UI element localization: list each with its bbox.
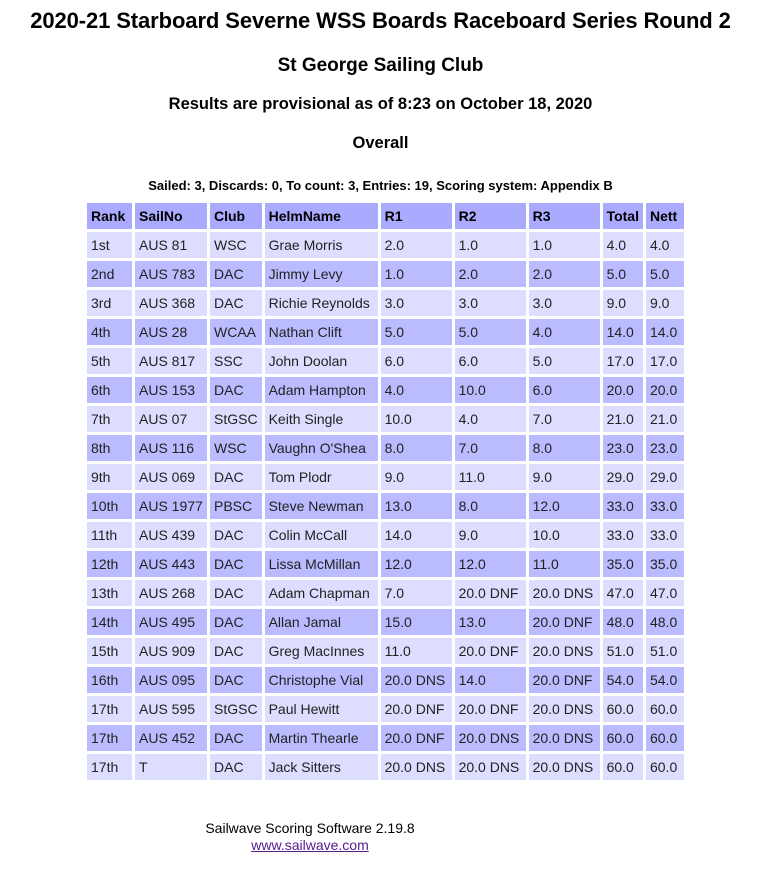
cell-total: 54.0: [603, 667, 643, 693]
cell-r1: 20.0 DNF: [381, 696, 452, 722]
cell-r2: 9.0: [455, 522, 526, 548]
column-header-total: Total: [603, 203, 643, 229]
cell-total: 20.0: [603, 377, 643, 403]
cell-club: DAC: [210, 667, 262, 693]
table-row: [87, 551, 684, 577]
cell-r2: 3.0: [455, 290, 526, 316]
cell-nett: 54.0: [646, 667, 684, 693]
cell-r2: 1.0: [455, 232, 526, 258]
table-row: [87, 406, 684, 432]
cell-sailno: AUS 095: [135, 667, 207, 693]
column-header-club: Club: [210, 203, 262, 229]
cell-rank: 9th: [87, 464, 132, 490]
cell-rank: 4th: [87, 319, 132, 345]
cell-club: StGSC: [210, 696, 262, 722]
cell-r3: 10.0: [529, 522, 600, 548]
table-row: [87, 319, 684, 345]
cell-total: 60.0: [603, 725, 643, 751]
cell-total: 47.0: [603, 580, 643, 606]
cell-rank: 14th: [87, 609, 132, 635]
column-header-r3: R3: [529, 203, 600, 229]
cell-r3: 1.0: [529, 232, 600, 258]
table-row: [87, 580, 684, 606]
cell-club: DAC: [210, 290, 262, 316]
cell-helmname: Lissa McMillan: [265, 551, 378, 577]
venue-heading: St George Sailing Club: [277, 55, 484, 76]
results-body: [87, 232, 684, 780]
cell-r2: 20.0 DNF: [455, 580, 526, 606]
cell-r3: 20.0 DNF: [529, 667, 600, 693]
cell-sailno: AUS 495: [135, 609, 207, 635]
cell-helmname: Adam Chapman: [265, 580, 378, 606]
cell-sailno: AUS 153: [135, 377, 207, 403]
table-row: [87, 667, 684, 693]
cell-nett: 33.0: [646, 493, 684, 519]
cell-r1: 9.0: [381, 464, 452, 490]
cell-r3: 20.0 DNS: [529, 754, 600, 780]
table-row: [87, 638, 684, 664]
cell-total: 9.0: [603, 290, 643, 316]
cell-r1: 15.0: [381, 609, 452, 635]
cell-r2: 14.0: [455, 667, 526, 693]
cell-r1: 3.0: [381, 290, 452, 316]
cell-total: 5.0: [603, 261, 643, 287]
cell-r1: 20.0 DNS: [381, 667, 452, 693]
table-row: [87, 464, 684, 490]
cell-sailno: AUS 116: [135, 435, 207, 461]
cell-club: DAC: [210, 522, 262, 548]
cell-rank: 1st: [87, 232, 132, 258]
sailwave-link[interactable]: www.sailwave.com: [251, 837, 369, 853]
cell-r3: 20.0 DNS: [529, 696, 600, 722]
cell-club: WSC: [210, 232, 262, 258]
cell-sailno: AUS 069: [135, 464, 207, 490]
cell-nett: 35.0: [646, 551, 684, 577]
cell-nett: 20.0: [646, 377, 684, 403]
cell-rank: 2nd: [87, 261, 132, 287]
cell-r2: 5.0: [455, 319, 526, 345]
cell-r2: 20.0 DNS: [455, 754, 526, 780]
cell-rank: 17th: [87, 696, 132, 722]
cell-club: DAC: [210, 725, 262, 751]
cell-r3: 4.0: [529, 319, 600, 345]
cell-helmname: Allan Jamal: [265, 609, 378, 635]
cell-helmname: Christophe Vial: [265, 667, 378, 693]
cell-club: DAC: [210, 754, 262, 780]
cell-nett: 51.0: [646, 638, 684, 664]
cell-nett: 21.0: [646, 406, 684, 432]
cell-r1: 13.0: [381, 493, 452, 519]
cell-rank: 13th: [87, 580, 132, 606]
cell-r3: 20.0 DNS: [529, 638, 600, 664]
cell-r1: 5.0: [381, 319, 452, 345]
cell-nett: 47.0: [646, 580, 684, 606]
cell-nett: 33.0: [646, 522, 684, 548]
cell-nett: 17.0: [646, 348, 684, 374]
cell-nett: 29.0: [646, 464, 684, 490]
cell-sailno: AUS 909: [135, 638, 207, 664]
cell-club: WCAA: [210, 319, 262, 345]
cell-total: 33.0: [603, 522, 643, 548]
table-row: [87, 609, 684, 635]
cell-r3: 8.0: [529, 435, 600, 461]
cell-r3: 7.0: [529, 406, 600, 432]
cell-total: 21.0: [603, 406, 643, 432]
cell-r3: 20.0 DNF: [529, 609, 600, 635]
cell-r2: 20.0 DNF: [455, 638, 526, 664]
cell-sailno: AUS 268: [135, 580, 207, 606]
cell-r1: 2.0: [381, 232, 452, 258]
cell-helmname: Steve Newman: [265, 493, 378, 519]
cell-r1: 14.0: [381, 522, 452, 548]
cell-r3: 3.0: [529, 290, 600, 316]
cell-total: 14.0: [603, 319, 643, 345]
cell-r1: 8.0: [381, 435, 452, 461]
cell-helmname: Colin McCall: [265, 522, 378, 548]
cell-helmname: Richie Reynolds: [265, 290, 378, 316]
cell-nett: 5.0: [646, 261, 684, 287]
cell-club: StGSC: [210, 406, 262, 432]
table-row: [87, 261, 684, 287]
cell-r1: 10.0: [381, 406, 452, 432]
table-row: [87, 493, 684, 519]
cell-helmname: Nathan Clift: [265, 319, 378, 345]
cell-helmname: Greg MacInnes: [265, 638, 378, 664]
cell-r2: 7.0: [455, 435, 526, 461]
cell-total: 60.0: [603, 754, 643, 780]
cell-helmname: John Doolan: [265, 348, 378, 374]
cell-r3: 5.0: [529, 348, 600, 374]
cell-rank: 12th: [87, 551, 132, 577]
cell-rank: 16th: [87, 667, 132, 693]
cell-helmname: Grae Morris: [265, 232, 378, 258]
cell-r1: 4.0: [381, 377, 452, 403]
cell-r2: 10.0: [455, 377, 526, 403]
cell-sailno: T: [135, 754, 207, 780]
cell-rank: 5th: [87, 348, 132, 374]
cell-total: 23.0: [603, 435, 643, 461]
table-header-row: [87, 203, 684, 229]
section-heading: Overall: [352, 134, 409, 152]
table-row: [87, 725, 684, 751]
cell-r3: 12.0: [529, 493, 600, 519]
cell-club: SSC: [210, 348, 262, 374]
cell-total: 4.0: [603, 232, 643, 258]
cell-helmname: Jimmy Levy: [265, 261, 378, 287]
cell-rank: 15th: [87, 638, 132, 664]
cell-total: 48.0: [603, 609, 643, 635]
cell-club: DAC: [210, 609, 262, 635]
table-row: [87, 232, 684, 258]
column-header-rank: Rank: [87, 203, 132, 229]
page-title: 2020-21 Starboard Severne WSS Boards Raceboard Series Round 2: [30, 8, 731, 33]
cell-helmname: Paul Hewitt: [265, 696, 378, 722]
cell-nett: 48.0: [646, 609, 684, 635]
cell-sailno: AUS 443: [135, 551, 207, 577]
cell-total: 17.0: [603, 348, 643, 374]
column-header-r1: R1: [381, 203, 452, 229]
cell-helmname: Martin Thearle: [265, 725, 378, 751]
column-header-sailno: SailNo: [135, 203, 207, 229]
cell-r3: 20.0 DNS: [529, 580, 600, 606]
table-row: [87, 696, 684, 722]
cell-r2: 12.0: [455, 551, 526, 577]
cell-total: 33.0: [603, 493, 643, 519]
cell-r3: 9.0: [529, 464, 600, 490]
cell-nett: 60.0: [646, 696, 684, 722]
cell-r2: 13.0: [455, 609, 526, 635]
cell-r1: 11.0: [381, 638, 452, 664]
cell-helmname: Jack Sitters: [265, 754, 378, 780]
cell-r2: 8.0: [455, 493, 526, 519]
cell-helmname: Keith Single: [265, 406, 378, 432]
cell-helmname: Adam Hampton: [265, 377, 378, 403]
cell-total: 51.0: [603, 638, 643, 664]
cell-rank: 8th: [87, 435, 132, 461]
cell-sailno: AUS 783: [135, 261, 207, 287]
cell-club: PBSC: [210, 493, 262, 519]
cell-total: 60.0: [603, 696, 643, 722]
cell-club: DAC: [210, 580, 262, 606]
cell-helmname: Tom Plodr: [265, 464, 378, 490]
cell-sailno: AUS 07: [135, 406, 207, 432]
cell-r2: 20.0 DNF: [455, 696, 526, 722]
cell-club: DAC: [210, 464, 262, 490]
cell-rank: 17th: [87, 754, 132, 780]
cell-sailno: AUS 28: [135, 319, 207, 345]
cell-sailno: AUS 81: [135, 232, 207, 258]
cell-r2: 6.0: [455, 348, 526, 374]
cell-r2: 4.0: [455, 406, 526, 432]
cell-sailno: AUS 452: [135, 725, 207, 751]
results-table: [84, 200, 687, 783]
cell-sailno: AUS 368: [135, 290, 207, 316]
cell-r1: 6.0: [381, 348, 452, 374]
cell-rank: 6th: [87, 377, 132, 403]
cell-r1: 12.0: [381, 551, 452, 577]
column-header-helmname: HelmName: [265, 203, 378, 229]
cell-nett: 14.0: [646, 319, 684, 345]
cell-nett: 60.0: [646, 725, 684, 751]
cell-r2: 2.0: [455, 261, 526, 287]
provisional-status: Results are provisional as of 8:23 on October 18, 2020: [168, 95, 593, 113]
cell-rank: 11th: [87, 522, 132, 548]
cell-nett: 23.0: [646, 435, 684, 461]
cell-nett: 9.0: [646, 290, 684, 316]
cell-r2: 20.0 DNS: [455, 725, 526, 751]
cell-r1: 20.0 DNS: [381, 754, 452, 780]
cell-club: DAC: [210, 638, 262, 664]
cell-total: 29.0: [603, 464, 643, 490]
cell-r1: 7.0: [381, 580, 452, 606]
cell-rank: 3rd: [87, 290, 132, 316]
column-header-nett: Nett: [646, 203, 684, 229]
cell-r1: 20.0 DNF: [381, 725, 452, 751]
software-credit: Sailwave Scoring Software 2.19.8: [205, 820, 415, 836]
table-row: [87, 522, 684, 548]
cell-club: DAC: [210, 261, 262, 287]
cell-r3: 6.0: [529, 377, 600, 403]
cell-total: 35.0: [603, 551, 643, 577]
cell-r3: 20.0 DNS: [529, 725, 600, 751]
cell-helmname: Vaughn O'Shea: [265, 435, 378, 461]
cell-sailno: AUS 817: [135, 348, 207, 374]
series-summary: Sailed: 3, Discards: 0, To count: 3, Entries: 19, Scoring system: Appendix B: [148, 178, 613, 193]
cell-nett: 4.0: [646, 232, 684, 258]
cell-rank: 7th: [87, 406, 132, 432]
cell-r3: 2.0: [529, 261, 600, 287]
cell-club: DAC: [210, 551, 262, 577]
table-row: [87, 377, 684, 403]
cell-club: WSC: [210, 435, 262, 461]
table-row: [87, 754, 684, 780]
table-row: [87, 290, 684, 316]
cell-nett: 60.0: [646, 754, 684, 780]
column-header-r2: R2: [455, 203, 526, 229]
cell-sailno: AUS 439: [135, 522, 207, 548]
table-row: [87, 348, 684, 374]
cell-r3: 11.0: [529, 551, 600, 577]
cell-rank: 17th: [87, 725, 132, 751]
cell-r2: 11.0: [455, 464, 526, 490]
cell-sailno: AUS 595: [135, 696, 207, 722]
cell-sailno: AUS 1977: [135, 493, 207, 519]
cell-rank: 10th: [87, 493, 132, 519]
footer: [205, 820, 415, 853]
table-row: [87, 435, 684, 461]
cell-club: DAC: [210, 377, 262, 403]
cell-r1: 1.0: [381, 261, 452, 287]
